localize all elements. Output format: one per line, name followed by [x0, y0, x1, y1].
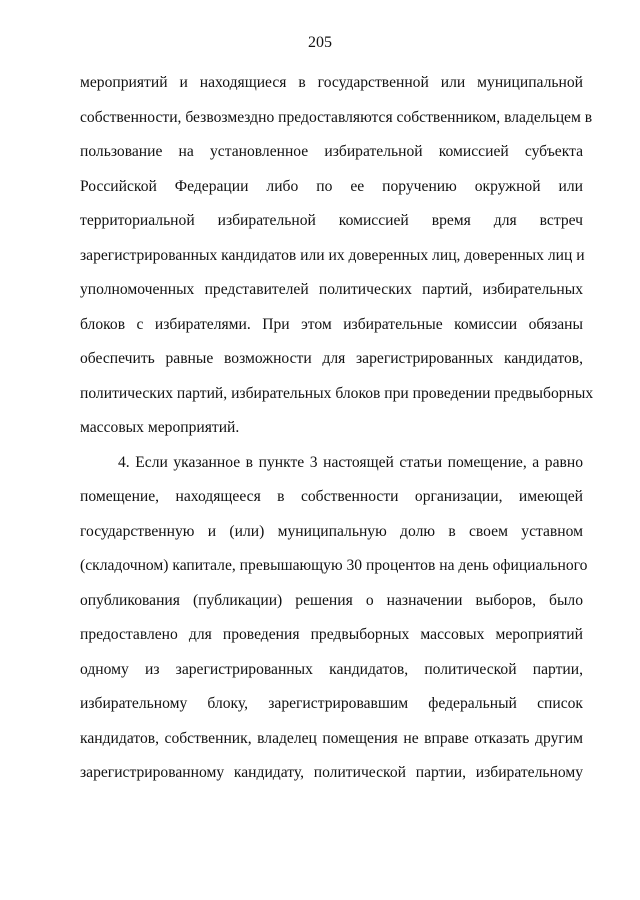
- text-line: одному из зарегистрированных кандидатов, политической партии,: [80, 660, 583, 678]
- text-line: зарегистрированному кандидату, политической партии, избирательному: [80, 764, 583, 781]
- text-line: политических партий, избирательных блоков при проведении предвыборных: [80, 384, 594, 402]
- text-line: государственную и (или) муниципальную долю в своем уставном: [80, 522, 583, 540]
- text-line: кандидатов, собственник, владелец помещения не вправе отказать другим: [80, 729, 583, 747]
- text-line: уполномоченных представителей политических партий, избирательных: [80, 281, 583, 298]
- text-line: мероприятий и находящиеся в государственной или муниципальной: [80, 74, 583, 91]
- text-line: помещение, находящееся в собственности организации, имеющей: [80, 488, 583, 505]
- text-line: собственности, безвозмездно предоставляются собственником, владельцем в: [80, 108, 593, 126]
- text-line: (складочном) капитале, превышающую 30 процентов на день официального: [80, 557, 588, 574]
- text-line: территориальной избирательной комиссией время для встреч: [80, 212, 583, 229]
- text-line: зарегистрированных кандидатов или их доверенных лиц, доверенных лиц и: [80, 246, 585, 264]
- document-body: [80, 66, 594, 791]
- text-line: предоставлено для проведения предвыборных массовых мероприятий: [80, 626, 583, 643]
- text-line: блоков с избирателями. При этом избирательные комиссии обязаны: [80, 315, 583, 333]
- text-line: пользование на установленное избирательной комиссией субъекта: [80, 143, 583, 160]
- text-line: избирательному блоку, зарегистрировавшим федеральный список: [80, 695, 583, 712]
- paragraph-1: [80, 66, 594, 446]
- text-line: обеспечить равные возможности для зарегистрированных кандидатов,: [80, 350, 583, 367]
- page-number: 205: [308, 34, 332, 51]
- text-line: массовых мероприятий.: [80, 419, 240, 436]
- paragraph-2: [80, 446, 588, 791]
- text-line: опубликования (публикации) решения о назначении выборов, было: [80, 591, 583, 609]
- text-line: 4. Если указанное в пункте 3 настоящей статьи помещение, а равно: [118, 453, 583, 471]
- text-line: Российской Федерации либо по ее поручению окружной или: [80, 177, 583, 195]
